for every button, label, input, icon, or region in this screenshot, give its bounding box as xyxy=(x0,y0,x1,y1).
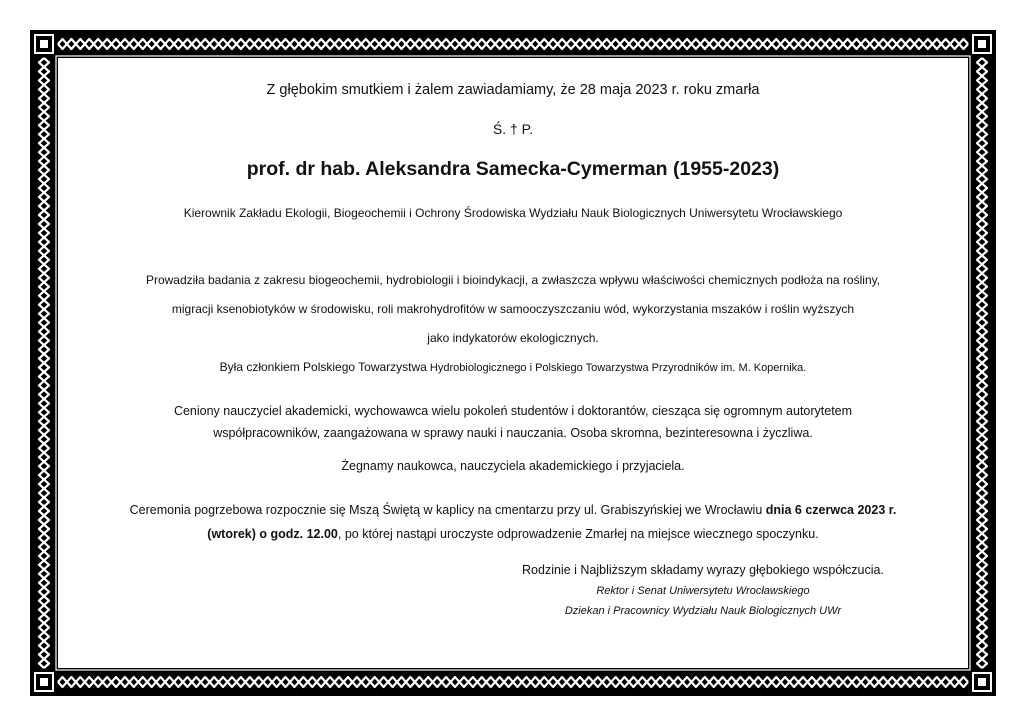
honorific: Ś. † P. xyxy=(492,121,534,137)
notice-card xyxy=(58,58,968,668)
praise-paragraph xyxy=(58,400,968,444)
funeral-text: , po której nastąpi uroczyste odprowadzenie Zmarłej na miejsce wiecznego spoczynku. xyxy=(337,527,819,541)
funeral-paragraph xyxy=(58,498,968,546)
intro-text: Z głębokim smutkiem i żalem zawiadamiamy, że 28 maja 2023 r. roku zmarła xyxy=(266,82,760,98)
position-text: Kierownik Zakładu Ekologii, Biogeochemii i Ochrony Środowiska Wydziału Nauk Biologicznych Uniwersytetu Wrocławskiego xyxy=(183,206,843,220)
membership-text xyxy=(58,360,968,374)
deceased-name: prof. dr hab. Aleksandra Samecka-Cymerman (1955-2023) xyxy=(246,158,780,180)
farewell-text: Żegnamy naukowca, nauczyciela akademickiego i przyjaciela. xyxy=(341,459,685,473)
research-line: migracji ksenobiotyków w środowisku, roli makrohydrofitów w samooczyszczaniu wód, wykorzystania mszaków i roślin wyższych xyxy=(171,302,855,316)
signatory-rector: Rektor i Senat Uniwersytetu Wrocławskiego xyxy=(596,585,810,597)
praise-line: współpracowników, zaangażowana w sprawy nauki i nauczania. Osoba skromna, bezinteresowna i życzliwa. xyxy=(213,426,813,440)
signatory-dean: Dziekan i Pracownicy Wydziału Nauk Biologicznych UWr xyxy=(564,605,842,617)
funeral-date: dnia 6 czerwca 2023 r. xyxy=(765,503,897,517)
funeral-text: Ceremonia pogrzebowa rozpocznie się Mszą Świętą w kaplicy na cmentarzu przy ul. Grabiszyńskiej we Wrocławiu xyxy=(129,503,766,517)
funeral-time: (wtorek) o godz. 12.00 xyxy=(207,527,338,541)
research-paragraph xyxy=(58,266,968,353)
condolence-text: Rodzinie i Najbliższym składamy wyrazy głębokiego współczucia. xyxy=(522,563,884,577)
membership-part: Hydrobiologicznego i Polskiego Towarzystwa Przyrodników im. M. Kopernika. xyxy=(426,362,807,374)
praise-line: Ceniony nauczyciel akademicki, wychowawca wielu pokoleń studentów i doktorantów, ciesząca się ogromnym autorytetem xyxy=(173,404,853,418)
research-line: Prowadziła badania z zakresu biogeochemii, hydrobiologii i bioindykacji, a zwłaszcza wpływu właściwości chemicznych podłoża na rośliny, xyxy=(145,273,881,287)
research-line: jako indykatorów ekologicznych. xyxy=(427,331,599,345)
membership-part: Była członkiem Polskiego Towarzystwa xyxy=(219,360,427,374)
